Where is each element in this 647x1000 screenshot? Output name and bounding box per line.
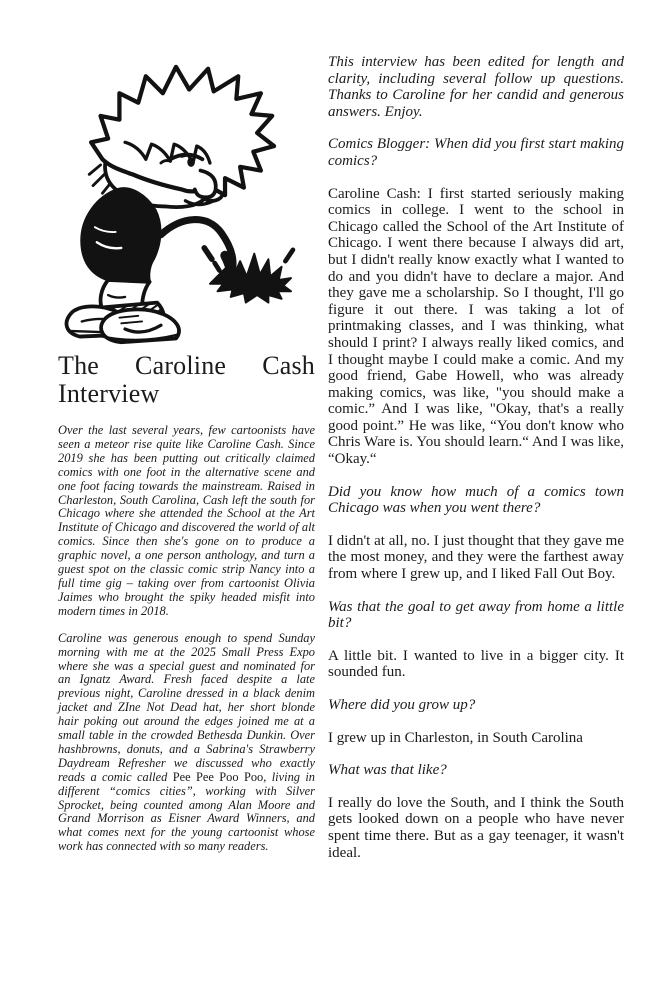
left-column [58, 46, 315, 1000]
interview-question-5: What was that like? [328, 762, 447, 779]
interview-answer-4: I grew up in Charleston, in South Carolina [328, 729, 583, 746]
interview-question-4: Where did you grow up? [328, 697, 476, 713]
peeing-kid-drawing [54, 48, 298, 346]
interview-answer-1: Caroline Cash: I first started seriously making comics in college. I went to the school in Chicago called the School of the Art Institute of Chicago. I went there because I always did art, but I didn't really know exactly what I wanted to do and you didn't have to declare a major. And they gave me a scholarship. So I thought, I'll go figure it out there. I was taking a lot of printmaking classes, and I was thinking, what should I print? I always really liked comics, and I thought maybe I could make a comic. And my good friend, Gabe Howell, who was already making comics, was like, "you should make a comic.” And I was like, "Okay, that's a really good point.” He was like, “You don't know who Chris Ware is. You should learn.“ And I was like, “Okay.“ [328, 185, 624, 468]
interview-question-3: Was that the goal to get away from home a little bit? [328, 598, 624, 632]
intro-paragraph-1: Over the last several years, few cartoonists have seen a meteor rise quite like Caroline Cash. Since 2019 she has been putting out critically claimed comics with one foot in the alternative scene and one foot facing towards the mainstream. Raised in Charleston, South Carolina, Cash left the south for Chicago where she attended the School at the Art Institute of Chicago and discovered the world of alt comics. Since then she's gone on to produce a graphic novel, a one person anthology, and turn a guest spot on the classic comic strip Nancy into a full time gig – taking over from cartoonist Olivia Jaimes who brought the spiky headed misfit into modern times in 2018. [58, 423, 315, 618]
intro-paragraph-2: Caroline was generous enough to spend Sunday morning with me at the 2025 Small Press Expo where she was a special guest and nominated for an Ignatz Award. Fresh faced despite a late previous night, Caroline dressed in a black denim jacket and ZIne Not Dead hat, her short blonde hair poking out around the edges joined me at a small table in the crowded Bethesda Dunkin. Over hashbrowns, donuts, and a Sabrina's Strawberry Daydream Refresher we discussed who exactly reads a comic called Pee Pee Poo Poo, living in different “comics cities”, working with Silver Sprocket, being counted among Alan Moore and Grand Morrison as Eisner Award Winners, and what comes next for the young cartoonist whose work has connected with so many readers. [58, 630, 315, 854]
interview-question-1: Comics Blogger: When did you first start making comics? [328, 136, 624, 169]
peeing-kid-illustration [54, 48, 298, 346]
right-column [328, 46, 624, 1000]
editors-note: This interview has been edited for length and clarity, including several follow up questions. Thanks to Caroline for her candid and generous answers. Enjoy. [328, 54, 624, 120]
interview-question-2: Did you know how much of a comics town Chicago was when you went there? [328, 483, 624, 517]
interview-answer-5: I really do love the South, and I think the South gets looked down on a people who have never spent time there. But as a gay teenager, it wasn't ideal. [328, 794, 624, 861]
article-title: The Caroline Cash Interview [58, 351, 315, 408]
interview-answer-3: A little bit. I wanted to live in a bigger city. It sounded fun. [328, 647, 624, 681]
interview-answer-2: I didn't at all, no. I just thought that they gave me the most money, and they were the farthest away from where I grew up, and I liked Fall Out Boy. [328, 532, 624, 583]
